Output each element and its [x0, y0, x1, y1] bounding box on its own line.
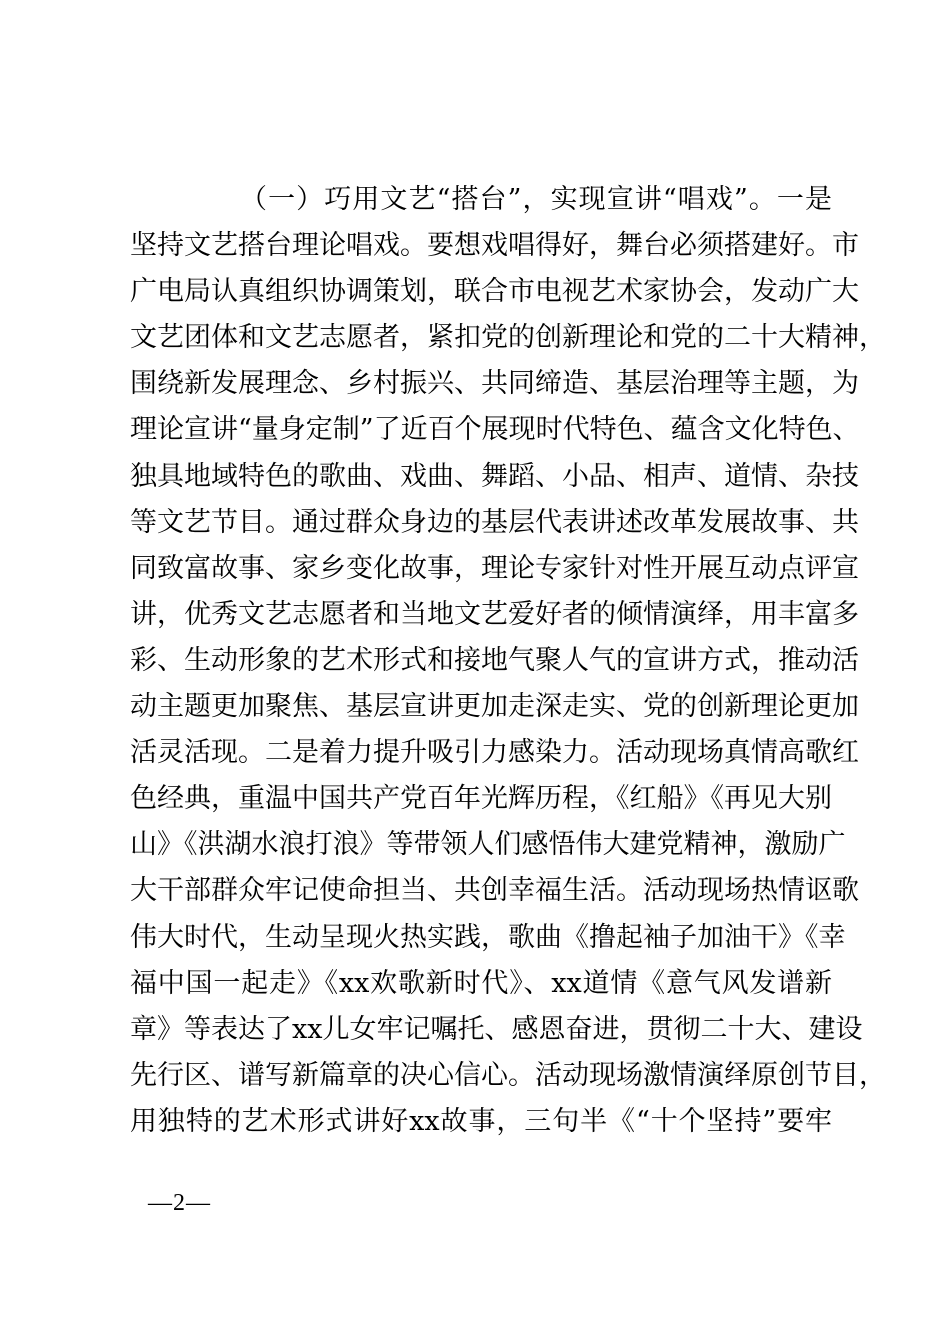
- text-line: 先行区、谱写新篇章的决心信心。活动现场激情演绎原创节目，: [130, 1059, 886, 1091]
- text-line: 色经典，重温中国共产党百年光辉历程，《红船》《再见大别: [130, 783, 832, 815]
- text-line: 讲，优秀文艺志愿者和当地文艺爱好者的倾情演绎，用丰富多: [130, 598, 859, 630]
- text-line: 同致富故事、家乡变化故事，理论专家针对性开展互动点评宣: [130, 552, 859, 584]
- text-line: 彩、生动形象的艺术形式和接地气聚人气的宣讲方式，推动活: [130, 644, 859, 676]
- text-line: 山》《洪湖水浪打浪》等带领人们感悟伟大建党精神，激励广: [130, 829, 846, 861]
- text-line: 大干部群众牢记使命担当、共创幸福生活。活动现场热情讴歌: [130, 875, 859, 907]
- text-line: 用独特的艺术形式讲好xx故事，三句半《“十个坚持”要牢: [130, 1105, 832, 1137]
- text-line: 伟大时代，生动呈现火热实践，歌曲《撸起袖子加油干》《幸: [130, 921, 846, 953]
- text-line: （一）巧用文艺“搭台”，实现宣讲“唱戏”。一是: [240, 184, 832, 215]
- text-line: 坚持文艺搭台理论唱戏。要想戏唱得好，舞台必须搭建好。市: [130, 230, 859, 262]
- text-line: 理论宣讲“量身定制”了近百个展现时代特色、蕴含文化特色、: [130, 414, 860, 446]
- text-line: 独具地域特色的歌曲、戏曲、舞蹈、小品、相声、道情、杂技: [130, 460, 859, 492]
- text-line: 文艺团体和文艺志愿者，紧扣党的创新理论和党的二十大精神，: [130, 322, 886, 354]
- page-number: —2—: [148, 1190, 211, 1216]
- text-line: 广电局认真组织协调策划，联合市电视艺术家协会，发动广大: [130, 276, 859, 308]
- body-paragraph: [130, 177, 886, 1145]
- text-line: 等文艺节目。通过群众身边的基层代表讲述改革发展故事、共: [130, 506, 859, 538]
- text-line: 围绕新发展理念、乡村振兴、共同缔造、基层治理等主题，为: [130, 368, 859, 400]
- text-line: 动主题更加聚焦、基层宣讲更加走深走实、党的创新理论更加: [130, 691, 859, 723]
- text-line: 章》等表达了xx儿女牢记嘱托、感恩奋进，贯彻二十大、建设: [130, 1013, 863, 1045]
- text-line: 福中国一起走》《xx欢歌新时代》、xx道情《意气风发谱新: [130, 967, 832, 999]
- text-line: 活灵活现。二是着力提升吸引力感染力。活动现场真情高歌红: [130, 737, 859, 769]
